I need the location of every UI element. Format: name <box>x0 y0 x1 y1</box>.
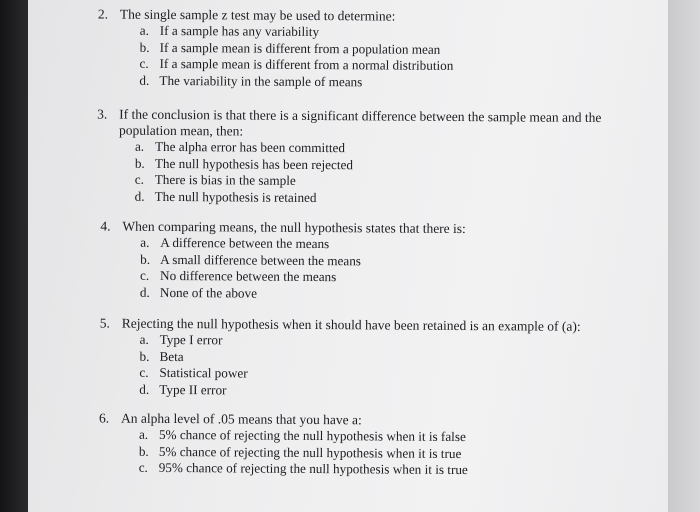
option-text: The variability in the sample of means <box>159 72 363 89</box>
option-d <box>140 284 622 304</box>
option-letter: b. <box>140 251 151 267</box>
option-c <box>139 460 621 480</box>
option-letter: a. <box>140 234 150 250</box>
option-text: If a sample mean is different from a normal distribution <box>159 55 454 73</box>
option-text: 5% chance of rejecting the null hypothesis when it is false <box>158 426 466 445</box>
option-letter: a. <box>138 426 149 442</box>
option-text: The alpha error has been committed <box>154 138 346 156</box>
desk-background <box>0 0 28 512</box>
option-letter: a. <box>139 331 149 347</box>
option-text: There is bias in the sample <box>154 171 296 188</box>
option-text: If a sample mean is different from a population mean <box>159 39 441 57</box>
question-stem <box>97 106 619 142</box>
question-3 <box>97 106 620 208</box>
question-text: The single sample z test may be used to determine: <box>119 6 396 24</box>
question-number: 6. <box>99 410 110 426</box>
option-letter: c. <box>139 364 149 380</box>
option-text: If a sample has any variability <box>159 22 320 40</box>
option-letter: b. <box>138 443 149 459</box>
question-2 <box>97 6 620 92</box>
option-d <box>139 72 619 92</box>
option-list <box>140 235 622 304</box>
option-text: Beta <box>159 348 184 364</box>
question-6 <box>99 411 621 480</box>
question-list <box>28 0 668 478</box>
option-text: A difference between the means <box>160 234 330 252</box>
option-letter: a. <box>139 22 149 38</box>
question-text: If the conclusion is that there is a significant difference between the sample mean and the population mean, then: <box>119 106 602 139</box>
option-letter: d. <box>139 72 150 88</box>
option-text: None of the above <box>159 284 258 301</box>
option-letter: c. <box>140 267 150 283</box>
option-text: 95% chance of rejecting the null hypothesis when it is true <box>158 459 468 478</box>
question-number: 3. <box>97 106 108 122</box>
question-text: Rejecting the null hypothesis when it should have been retained is an example of (a): <box>121 315 581 334</box>
option-d <box>135 188 619 208</box>
option-text: Type II error <box>159 381 227 397</box>
option-list <box>139 23 619 92</box>
question-5 <box>99 316 622 402</box>
option-text: 5% chance of rejecting the null hypothesis when it is true <box>158 443 462 461</box>
option-letter: c. <box>138 459 148 475</box>
option-text: The null hypothesis is retained <box>154 188 317 205</box>
option-list <box>135 139 619 208</box>
option-letter: b. <box>139 348 150 364</box>
question-number: 2. <box>97 6 109 22</box>
option-letter: d. <box>139 284 150 300</box>
option-list <box>139 332 621 401</box>
paper-page <box>28 0 668 512</box>
option-list <box>139 427 621 480</box>
option-text: No difference between the means <box>160 267 337 285</box>
question-text: When comparing means, the null hypothesis states that there is: <box>122 218 466 237</box>
option-text: Statistical power <box>159 364 248 381</box>
option-letter: c. <box>134 171 144 187</box>
option-text: The null hypothesis has been rejected <box>154 155 354 172</box>
option-letter: d. <box>134 188 145 204</box>
question-4 <box>100 219 623 305</box>
page-edge-shadow <box>668 0 700 512</box>
question-number: 5. <box>99 315 110 331</box>
option-letter: d. <box>139 381 150 397</box>
option-d <box>139 381 621 401</box>
option-letter: a. <box>134 138 145 154</box>
option-text: Type I error <box>159 331 223 348</box>
option-a <box>140 332 622 352</box>
question-number: 4. <box>100 218 111 234</box>
option-letter: c. <box>139 55 149 71</box>
option-letter: b. <box>139 39 150 55</box>
option-text: A small difference between the means <box>160 251 362 268</box>
question-text: An alpha level of .05 means that you have a: <box>121 410 362 428</box>
option-letter: b. <box>134 155 145 171</box>
